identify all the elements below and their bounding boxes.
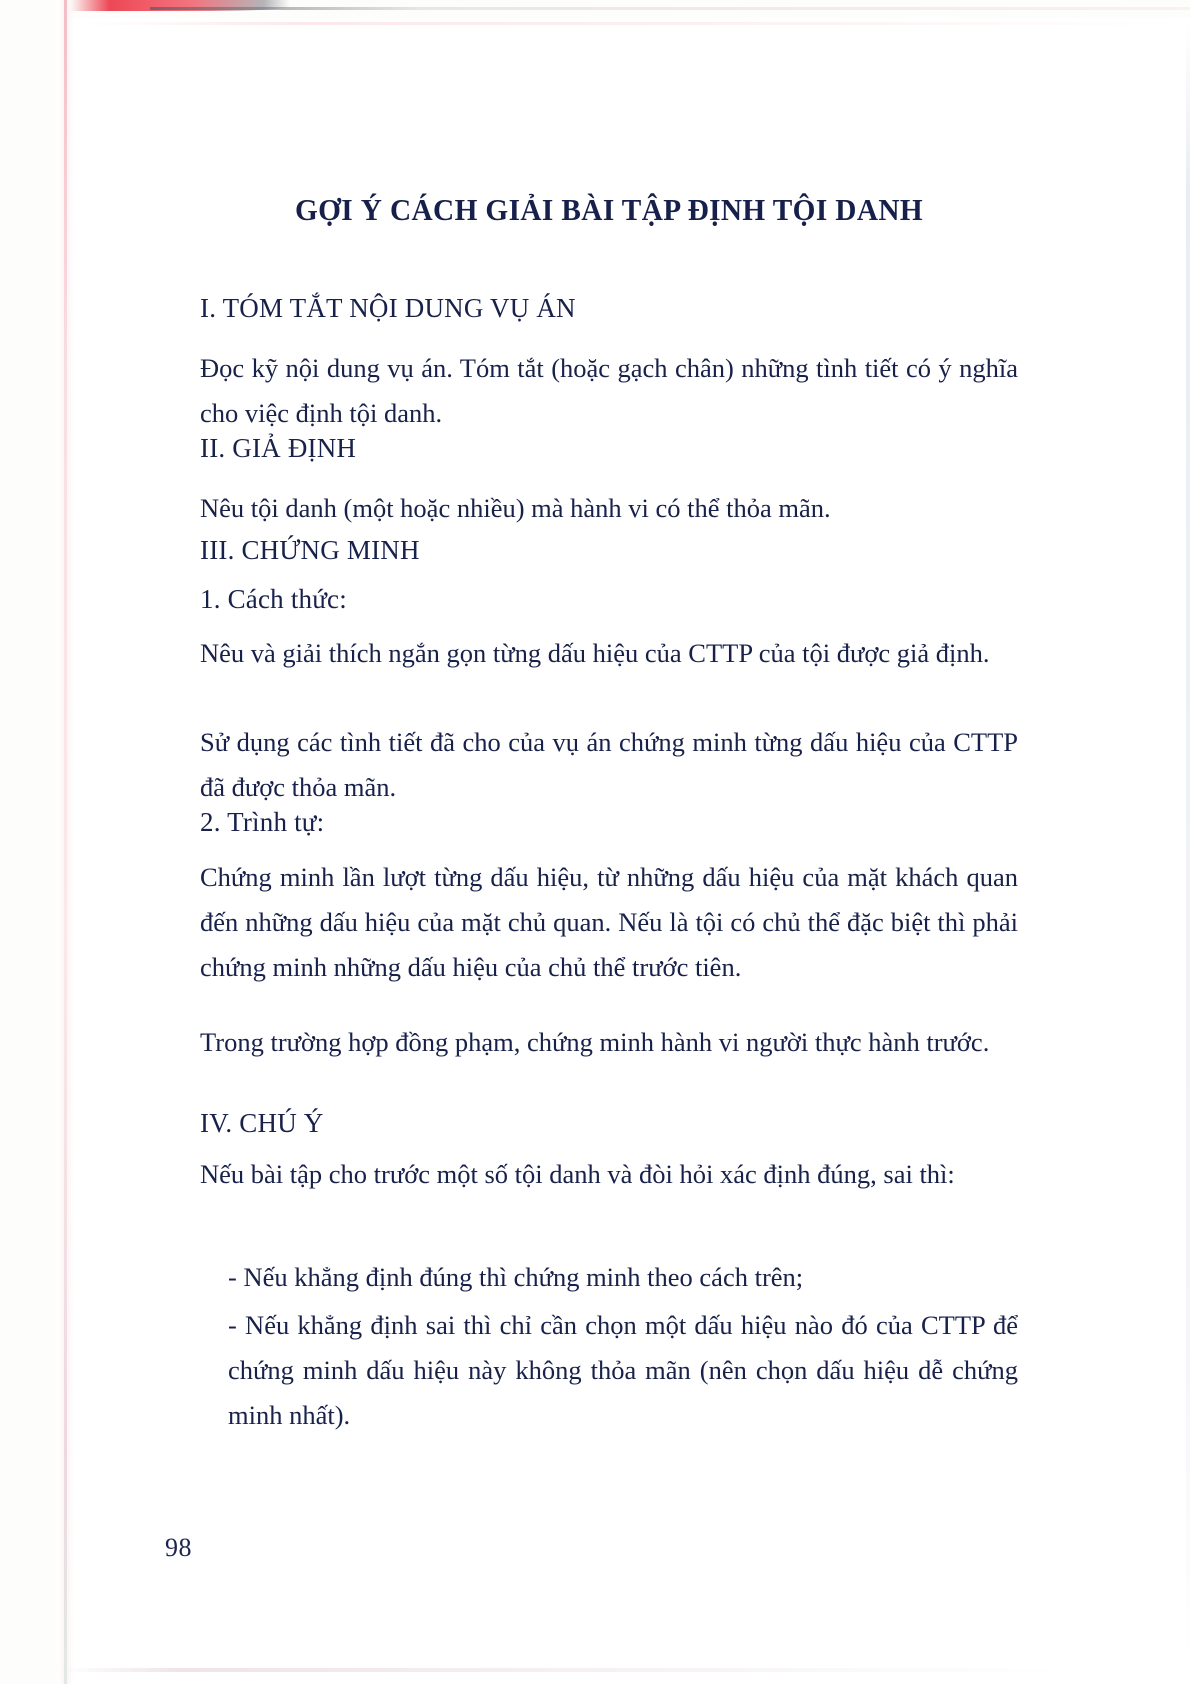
subsection-2-paragraph-1: Chứng minh lần lượt từng dấu hiệu, từ những dấu hiệu của mặt khách quan đến những dấu hiệu của mặt chủ quan. Nếu là tội có chủ thể đặc biệt thì phải chứng minh những dấu hiệu của chủ thể trước tiên.	[200, 862, 1018, 982]
page-title: GỢI Ý CÁCH GIẢI BÀI TẬP ĐỊNH TỘI DANH	[294, 193, 924, 227]
subsection-1-paragraph-1: Nêu và giải thích ngắn gọn từng dấu hiệu của CTTP của tội được giả định.	[200, 638, 990, 668]
subsection-1-paragraph-2: Sử dụng các tình tiết đã cho của vụ án chứng minh từng dấu hiệu của CTTP đã được thỏa mãn.	[200, 727, 1018, 802]
section-iv-bullet-2: - Nếu khẳng định sai thì chỉ cần chọn một dấu hiệu nào đó của CTTP để chứng minh dấu hiệu này không thỏa mãn (nên chọn dấu hiệu dễ chứng minh nhất).	[228, 1310, 1018, 1430]
section-heading-ii: II. GIẢ ĐỊNH	[200, 433, 357, 463]
section-ii-paragraph: Nêu tội danh (một hoặc nhiều) mà hành vi có thể thỏa mãn.	[200, 493, 831, 523]
section-heading-i: I. TÓM TẮT NỘI DUNG VỤ ÁN	[200, 293, 576, 323]
subsection-heading-1: 1. Cách thức:	[200, 584, 347, 614]
section-i-paragraph: Đọc kỹ nội dung vụ án. Tóm tắt (hoặc gạch chân) những tình tiết có ý nghĩa cho việc định tội danh.	[200, 353, 1018, 428]
scan-bottom-fringe-artifact	[60, 1668, 1060, 1672]
subsection-2-paragraph-2: Trong trường hợp đồng phạm, chứng minh hành vi người thực hành trước.	[200, 1027, 990, 1057]
scan-right-edge-artifact	[1186, 22, 1190, 1662]
section-iv-bullet-1: - Nếu khẳng định đúng thì chứng minh theo cách trên;	[228, 1262, 804, 1292]
scan-top-edge-artifact	[150, 7, 1190, 10]
scan-left-halo	[60, 0, 74, 1684]
scan-top-fringe-artifact	[80, 22, 1180, 25]
section-heading-iii: III. CHỨNG MINH	[200, 535, 420, 565]
page-number: 98	[165, 1533, 192, 1562]
scan-left-edge-artifact	[64, 0, 67, 1684]
subsection-heading-2: 2. Trình tự:	[200, 807, 325, 837]
section-iv-paragraph: Nếu bài tập cho trước một số tội danh và đòi hỏi xác định đúng, sai thì:	[200, 1159, 955, 1189]
section-heading-iv: IV. CHÚ Ý	[200, 1108, 324, 1138]
